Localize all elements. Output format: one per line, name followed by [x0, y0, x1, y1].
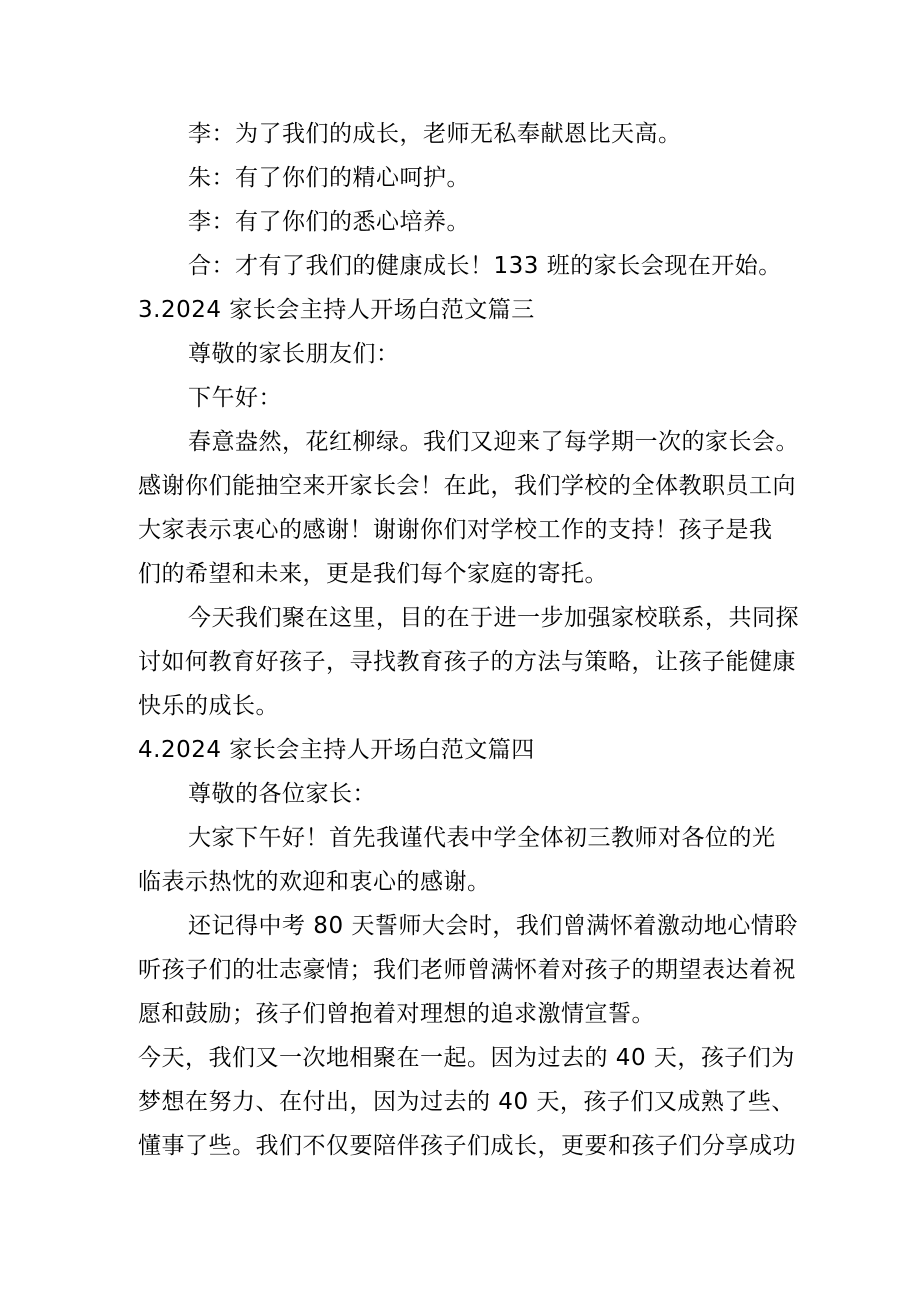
text-line: 听孩子们的壮志豪情；我们老师曾满怀着对孩子的期望表达着祝	[138, 957, 796, 983]
document-page	[138, 112, 798, 1168]
text-line: 今天，我们又一次地相聚在一起。因为过去的 40 天，孩子们为	[138, 1045, 795, 1071]
text-line: 快乐的成长。	[138, 693, 279, 719]
text-line: 春意盎然，花红柳绿。我们又迎来了每学期一次的家长会。	[188, 429, 799, 455]
section-heading: 4.2024 家长会主持人开场白范文篇四	[138, 737, 535, 763]
text-line: 尊敬的家长朋友们：	[188, 341, 400, 367]
text-line: 还记得中考 80 天誓师大会时，我们曾满怀着激动地心情聆	[188, 913, 798, 939]
text-line: 下午好：	[188, 385, 282, 411]
text-line: 尊敬的各位家长：	[188, 781, 376, 807]
text-line: 梦想在努力、在付出，因为过去的 40 天，孩子们又成熟了些、	[138, 1089, 795, 1115]
text-line: 朱：有了你们的精心呵护。	[188, 165, 470, 191]
text-line: 李：为了我们的成长，老师无私奉献恩比天高。	[188, 121, 682, 147]
text-line: 李：有了你们的悉心培养。	[188, 209, 470, 235]
text-line: 们的希望和未来，更是我们每个家庭的寄托。	[138, 561, 608, 587]
text-line: 大家下午好！首先我谨代表中学全体初三教师对各位的光	[188, 825, 776, 851]
text-line: 感谢你们能抽空来开家长会！在此，我们学校的全体教职员工向	[138, 473, 796, 499]
text-line: 大家表示衷心的感谢！谢谢你们对学校工作的支持！孩子是我	[138, 517, 773, 543]
text-line: 今天我们聚在这里，目的在于进一步加强家校联系，共同探	[188, 605, 799, 631]
text-line: 临表示热忱的欢迎和衷心的感谢。	[138, 869, 491, 895]
section-heading: 3.2024 家长会主持人开场白范文篇三	[138, 297, 535, 323]
text-line: 讨如何教育好孩子，寻找教育孩子的方法与策略，让孩子能健康	[138, 649, 796, 675]
text-line: 懂事了些。我们不仅要陪伴孩子们成长，更要和孩子们分享成功	[138, 1133, 796, 1159]
text-line: 愿和鼓励；孩子们曾抱着对理想的追求激情宣誓。	[138, 1001, 655, 1027]
text-line: 合：才有了我们的健康成长！133 班的家长会现在开始。	[188, 253, 782, 279]
